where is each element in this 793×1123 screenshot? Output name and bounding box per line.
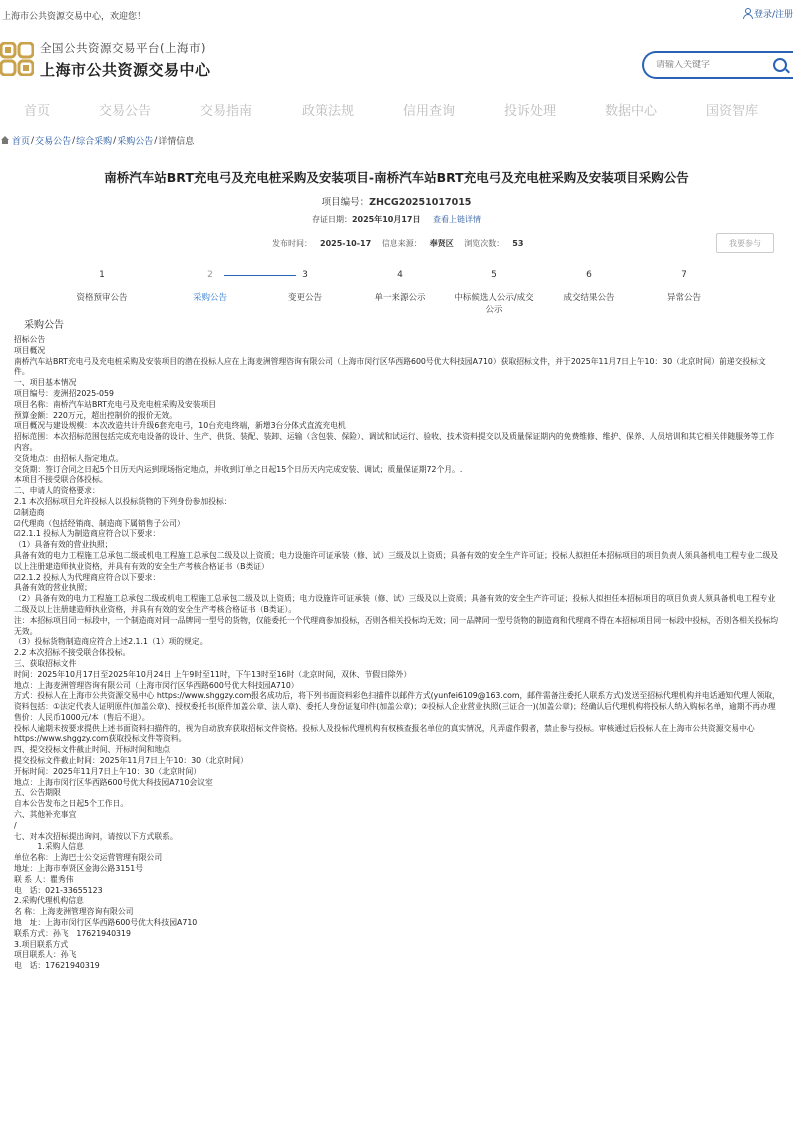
logo-subtitle: 全国公共资源交易平台(上海市) bbox=[40, 41, 206, 55]
content-line: 招标范围：本次招标范围包括完成充电设备的设计、生产、供货、装配、装卸、运输（含包装、保险）、调试和试运行、验收、技术资料提交以及质量保证期内的免费维修、维护、保养、人员培训和其它相关伴随服务等工作内容。 bbox=[14, 432, 775, 452]
user-icon bbox=[742, 8, 752, 19]
deposit-date: 2025年10月17日 bbox=[351, 215, 421, 224]
project-number: ZHCG20251017015 bbox=[369, 197, 472, 208]
content-line: ☑制造商 bbox=[14, 507, 45, 517]
publish-label: 发布时间： bbox=[272, 239, 312, 248]
breadcrumb-procurement[interactable]: 综合采购 bbox=[76, 137, 113, 147]
content-line: （2）具备有效的电力工程施工总承包二级或机电工程施工总承包二级及以上资质；电力设施许可证承装（修、试）三级及以上资质；具备有效的安全生产许可证；投标人拟担任本招标项目的项目负责人须具备机电工程专业二级及以上注册建造师执业资格，并具有有效的安全生产考核合格证书（B类证）。 bbox=[14, 594, 776, 614]
content-line: 单位名称：上海巴士公交运营管理有限公司 bbox=[14, 853, 163, 863]
content-line: 交货地点：由招标人指定地点。 bbox=[14, 453, 124, 463]
main-nav bbox=[0, 88, 793, 128]
step-4[interactable] bbox=[360, 270, 440, 303]
content-line: 投标人逾期未按要求提供上述书面资料扫描件的，视为自动放弃获取招标文件资格。投标人及投标代理机构有权核查报名单位的真实情况，凡弄虚作假者，禁止参与投标。审核通过后投标人在上海市公共资源交易中心 https://www.shggzy.com获取投标文件等资料。 bbox=[14, 723, 758, 744]
step-label: 异常公告 bbox=[666, 293, 701, 303]
home-icon bbox=[0, 136, 10, 145]
content-line: 预算金额：220万元，超出控制价的报价无效。 bbox=[14, 410, 178, 420]
nav-credit[interactable]: 信用查询 bbox=[403, 104, 456, 119]
content-line: 2.采购代理机构信息 bbox=[14, 896, 84, 906]
site-header bbox=[0, 28, 793, 86]
step-number: 5 bbox=[491, 270, 497, 280]
welcome-text: 上海市公共资源交易中心，欢迎您！ bbox=[2, 12, 147, 22]
step-label: 单一来源公示 bbox=[374, 293, 426, 303]
content-line: ☑代理商（包括经销商、制造商下属销售子公司） bbox=[14, 518, 185, 528]
views-count: 53 bbox=[512, 239, 524, 248]
search-input[interactable] bbox=[656, 60, 766, 70]
logo-title: 上海市公共资源交易中心 bbox=[40, 61, 211, 79]
content-line: 项目编号：麦洲招2025-059 bbox=[14, 388, 114, 398]
step-label: 资格预审公告 bbox=[76, 293, 128, 303]
breadcrumb-home[interactable]: 首页 bbox=[12, 137, 31, 147]
content-line: 一、项目基本情况 bbox=[14, 378, 77, 388]
content-line: 地 址：上海市闵行区华西路600号优大科技园A710 bbox=[14, 918, 198, 928]
deposit-label: 存证日期： bbox=[311, 215, 352, 224]
step-2[interactable] bbox=[170, 270, 250, 303]
step-number: 2 bbox=[207, 270, 213, 280]
views-label: 浏览次数： bbox=[464, 239, 505, 248]
content-line: （3）投标货物制造商应符合上述2.1.1（1）项的规定。 bbox=[14, 637, 208, 647]
content-line: 具备有效的电力工程施工总承包二级或机电工程施工总承包二级及以上资质；电力设施许可证承装（修、试）三级及以上资质；具备有效的安全生产许可证；投标人拟担任本招标项目的项目负责人须具备机电工程专业二级及以上注册建造师执业资格，并具有有效的安全生产考核合格证书（B类证） bbox=[14, 550, 779, 571]
step-number: 1 bbox=[99, 270, 105, 280]
content-line: 项目联系人：孙飞 bbox=[14, 950, 77, 960]
content-line: 注：本招标项目同一标段中，一个制造商对同一品牌同一型号的货物，仅能委托一个代理商参加投标，否则各相关投标均无效；同一品牌同一型号货物的制造商和代理商不得在本招标项目同一标段中投标，否则各相关投标均无效。 bbox=[14, 615, 779, 636]
content-line: 方式：投标人在上海市公共资源交易中心 https://www.shggzy.com报名成功后，将下列书面资料彩色扫描件以邮件方式(yunfei6109@163.com，邮件需备注委托人联系方式)发送至招标代理机构并电话通知代理人领取，资料包括：①法定代表人证明原件(加盖公章)、授权委托书(原件加盖公章、法人章)、委托人身份证复印件(加盖公章)；②投标人企业营业执照(三证合一)(加盖公章)；经确认后代理机构将投标人纳入购标名单，逾期不再办理 bbox=[14, 691, 780, 712]
source-label: 信息来源： bbox=[381, 239, 422, 248]
deposit-row bbox=[0, 214, 793, 225]
nav-think-tank[interactable]: 国资智库 bbox=[706, 104, 759, 119]
content-line: 1.采购人信息 bbox=[14, 842, 84, 852]
content-line: 电 话：17621940319 bbox=[14, 961, 100, 971]
content-line: 联 系 人：瞿秀伟 bbox=[14, 874, 74, 884]
content-line: 地址：上海市奉贤区金海公路3151号 bbox=[14, 864, 143, 874]
step-number: 4 bbox=[397, 270, 403, 280]
content-line: 项目概况与建设规模：本次改造共计升级6套充电弓，10台充电终端，新增3台分体式直流充电机 bbox=[14, 421, 346, 431]
content-line: 联系方式：孙飞 17621940319 bbox=[14, 928, 131, 938]
logo-icon bbox=[0, 42, 34, 76]
step-1[interactable] bbox=[62, 270, 142, 303]
step-5[interactable] bbox=[454, 270, 534, 315]
breadcrumb-current: 详情信息 bbox=[158, 137, 195, 147]
breadcrumb-trade-notice[interactable]: 交易公告 bbox=[35, 137, 72, 147]
breadcrumb: 首页 / 交易公告 / 综合采购 / 采购公告 / 详情信息 bbox=[0, 134, 194, 147]
search-box bbox=[642, 51, 793, 79]
section-title: 采购公告 bbox=[24, 320, 64, 331]
content-line: 2.2 本次招标不接受联合体投标。 bbox=[14, 648, 131, 658]
publish-date: 2025-10-17 bbox=[320, 239, 372, 248]
content-line: 项目概况 bbox=[14, 345, 46, 355]
content-line: 五、公告期限 bbox=[14, 788, 61, 798]
content-line: 四、提交投标文件截止时间、开标时间和地点 bbox=[14, 745, 170, 755]
content-line: 提交投标文件截止时间：2025年11月7日上午10：30（北京时间） bbox=[14, 756, 248, 766]
step-label: 中标候选人公示/成交公示 bbox=[454, 293, 534, 315]
project-number-label: 项目编号： bbox=[321, 197, 370, 208]
content-line: ☑2.1.2 投标人为代理商应符合以下要求： bbox=[14, 572, 161, 582]
content-line: 地点：上海市闵行区华西路600号优大科技园A710会议室 bbox=[14, 777, 213, 787]
content-line: 开标时间：2025年11月7日上午10：30（北京时间） bbox=[14, 766, 202, 776]
content-line: 地点：上海麦洲管理咨询有限公司（上海市闵行区华西路600号优大科技园A710） bbox=[14, 680, 299, 690]
content-line: （1）具备有效的营业执照； bbox=[14, 540, 113, 550]
content-line: 3.项目联系方式 bbox=[14, 939, 69, 949]
nav-policy[interactable]: 政策法规 bbox=[302, 104, 355, 119]
content-line: / bbox=[14, 820, 17, 830]
content-line: 三、获取招标文件 bbox=[14, 658, 77, 668]
content-line: ☑2.1.1 投标人为制造商应符合以下要求： bbox=[14, 529, 161, 539]
notice-content bbox=[14, 335, 780, 972]
content-line: 名 称：上海麦洲管理咨询有限公司 bbox=[14, 907, 134, 917]
content-line: 售价：人民币1000元/本（售后不退）。 bbox=[14, 712, 150, 722]
step-label: 成交结果公告 bbox=[563, 293, 615, 303]
content-line: 交货期：签订合同之日起5个日历天内运到现场指定地点，并收到订单之日起15个日历天内完成安装、调试；质量保证期72个月。. bbox=[14, 464, 463, 474]
content-line: 时间：2025年10月17日至2025年10月24日 上午9时至11时，下午13时至16时（北京时间，双休、节假日除外） bbox=[14, 669, 412, 679]
content-line: 项目名称：南桥汽车站BRT充电弓及充电桩采购及安装项目 bbox=[14, 399, 217, 409]
nav-data-center[interactable]: 数据中心 bbox=[605, 104, 658, 119]
project-number-row bbox=[0, 194, 793, 208]
step-3[interactable] bbox=[265, 270, 345, 303]
content-line: 2.1 本次招标项目允许投标人以投标货物的下列身份参加投标： bbox=[14, 496, 232, 506]
content-line: 电 话：021-33655123 bbox=[14, 885, 103, 895]
join-button[interactable]: 我要参与 bbox=[716, 233, 774, 253]
logo-text[interactable] bbox=[40, 40, 211, 80]
search-icon[interactable] bbox=[773, 58, 787, 72]
nav-complaint[interactable]: 投诉处理 bbox=[504, 104, 557, 119]
step-number: 3 bbox=[302, 270, 308, 280]
content-line: 招标公告 bbox=[14, 335, 46, 344]
content-line: 自本公告发布之日起5个工作日。 bbox=[14, 799, 129, 809]
content-line: 七、对本次招标提出询问，请按以下方式联系。 bbox=[14, 831, 178, 841]
chain-detail-link[interactable]: 查看上链详情 bbox=[433, 215, 482, 224]
step-7[interactable] bbox=[644, 270, 724, 303]
step-6[interactable] bbox=[549, 270, 629, 303]
top-bar bbox=[0, 0, 793, 28]
publish-info-row bbox=[272, 238, 531, 249]
breadcrumb-purchase-notice[interactable]: 采购公告 bbox=[117, 137, 154, 147]
step-number: 6 bbox=[586, 270, 592, 280]
page-title: 南桥汽车站BRT充电弓及充电桩采购及安装项目-南桥汽车站BRT充电弓及充电桩采购及安装项目采购公告 bbox=[104, 170, 689, 185]
content-line: 本项目不接受联合体投标。 bbox=[14, 475, 108, 485]
step-label: 采购公告 bbox=[192, 293, 227, 303]
content-line: 南桥汽车站BRT充电弓及充电桩采购及安装项目的潜在投标人应在上海麦洲管理咨询有限公司（上海市闵行区华西路600号优大科技园A710）获取招标文件，并于2025年11月7日上午10：30（北京时间）前递交投标文件。 bbox=[14, 356, 766, 377]
step-number: 7 bbox=[681, 270, 687, 280]
login-area[interactable] bbox=[742, 7, 793, 20]
step-label: 变更公告 bbox=[287, 293, 322, 303]
content-line: 二、申请人的资格要求： bbox=[14, 486, 100, 496]
nav-home[interactable]: 首页 bbox=[24, 104, 51, 119]
source: 奉贤区 bbox=[429, 239, 454, 248]
login-link[interactable]: 登录/注册 bbox=[753, 10, 793, 20]
nav-trade-notice[interactable]: 交易公告 bbox=[99, 104, 152, 119]
nav-trade-guide[interactable]: 交易指南 bbox=[200, 104, 253, 119]
content-line: 具备有效的营业执照； bbox=[14, 583, 92, 593]
content-line: 六、其他补充事宜 bbox=[14, 810, 77, 820]
